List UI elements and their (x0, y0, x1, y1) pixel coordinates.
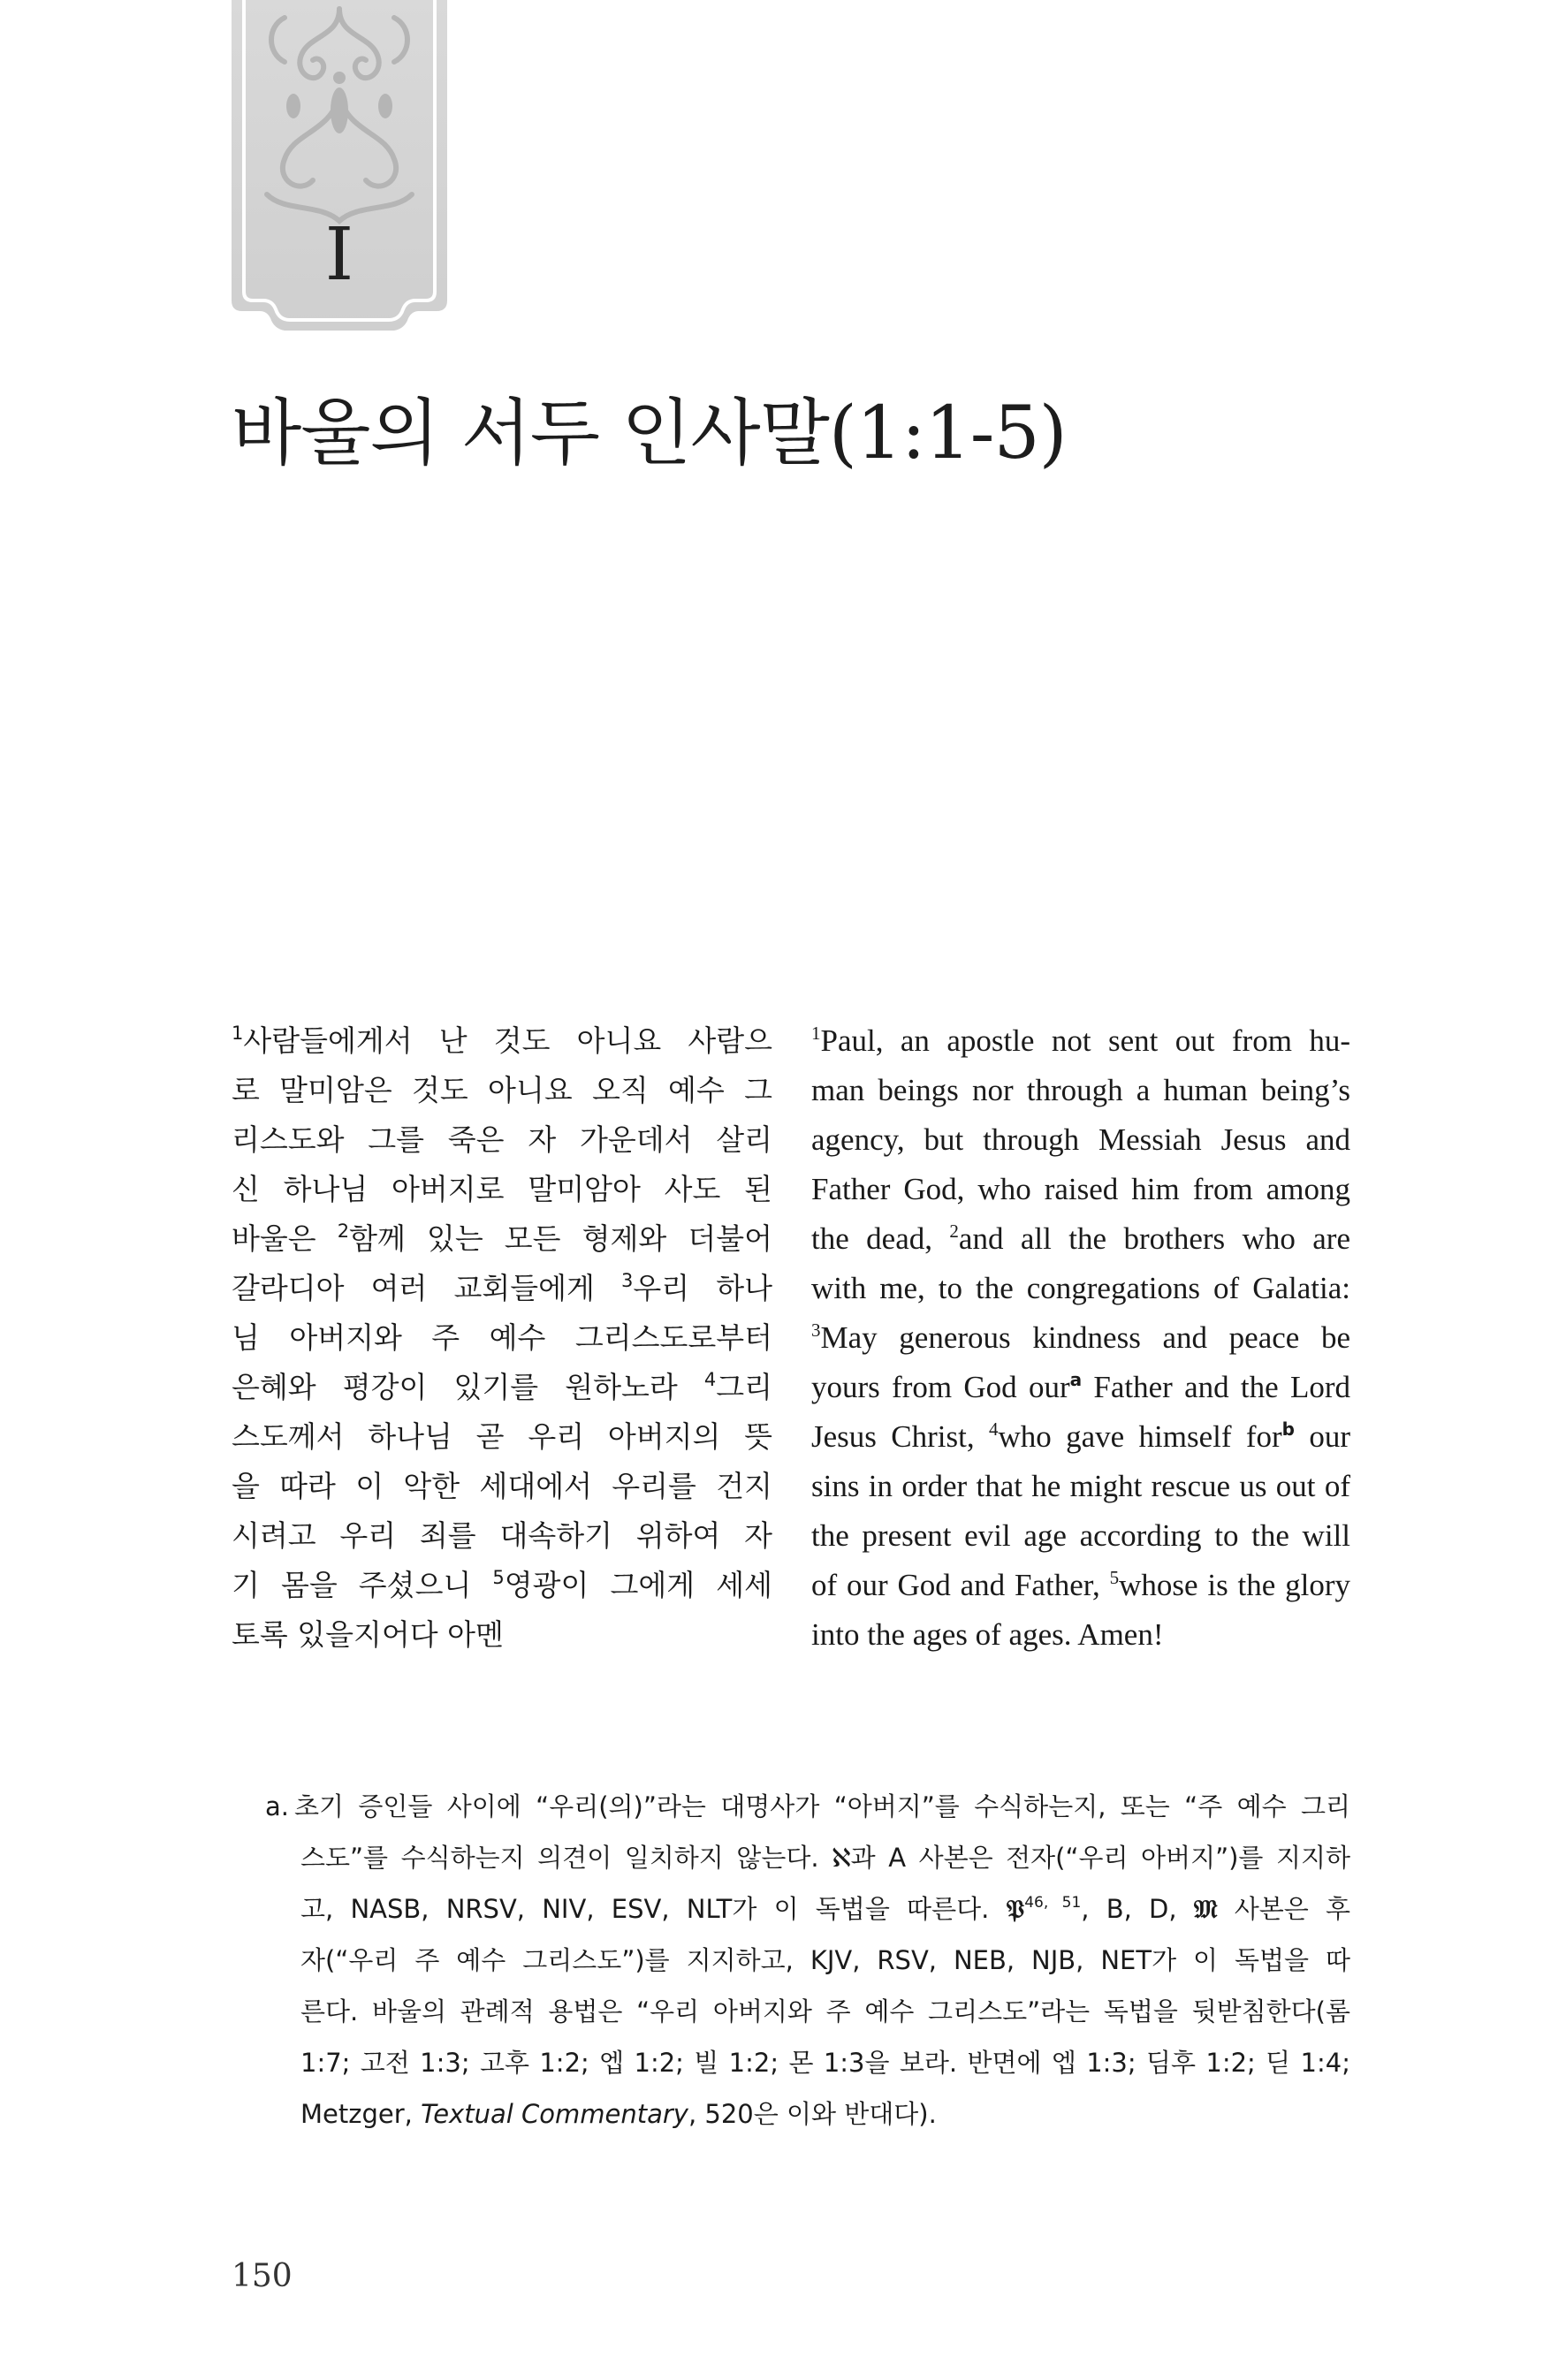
footnote-text: 자(“우리 주 예수 그리스도”)를 지지하고, KJV, RSV, NEB, NJB, NET가 이 독법을 따 (300, 1945, 1350, 1975)
korean-paragraph (232, 1016, 772, 1660)
english-line-text: Jesus Christ, (811, 1419, 989, 1454)
korean-line-text: 바울은 (232, 1221, 338, 1256)
verse-number: 1 (811, 1023, 821, 1044)
english-line (811, 1016, 1350, 1066)
korean-line-text: 신 하나님 아버지로 말미암아 사도 된 (232, 1172, 772, 1206)
footnote-text: 른다. 바울의 관례적 용법은 “우리 아버지와 주 예수 그리스도”라는 독법을 뒷받침한다(롬 (300, 1996, 1350, 2026)
english-line-text: the present evil age according to the will (811, 1518, 1350, 1553)
english-line-text: whose is the glory (1119, 1568, 1350, 1602)
korean-line (232, 1313, 772, 1363)
korean-line-text: 토록 있을지어다 아멘 (232, 1617, 504, 1652)
footnote-line (265, 1781, 1350, 1832)
verse-number: 5 (1109, 1567, 1120, 1588)
footnote-a (265, 1781, 1350, 2140)
english-line (811, 1264, 1350, 1313)
verse-number: 2 (949, 1220, 959, 1242)
footnote-text: 사본은 후 (1217, 1894, 1350, 1924)
korean-line (232, 1412, 772, 1462)
english-line-text: with me, to the congregations of Galatia: (811, 1271, 1350, 1305)
korean-line-text: 님 아버지와 주 예수 그리스도로부터 (232, 1320, 772, 1355)
korean-line-text: 스도께서 하나님 곧 우리 아버지의 뜻 (232, 1419, 772, 1454)
korean-line (232, 1561, 772, 1610)
footnote-line (265, 2037, 1350, 2088)
book-title: Textual Commentary (421, 2099, 688, 2129)
korean-line (232, 1511, 772, 1561)
verse-number: 2 (337, 1220, 350, 1242)
korean-line-text: 우리 하나 (633, 1271, 772, 1305)
korean-line-text: 그리 (716, 1370, 772, 1404)
english-line (811, 1214, 1350, 1264)
english-line (811, 1511, 1350, 1561)
korean-line-text: 기 몸을 주셨으니 (232, 1568, 493, 1602)
korean-line (232, 1214, 772, 1264)
korean-line (232, 1264, 772, 1313)
footnote-marker[interactable]: a (1069, 1369, 1083, 1390)
chapter-title: 바울의 서두 인사말(1:1-5) (232, 392, 1067, 475)
footnote-text: , 520은 이와 반대다). (688, 2099, 937, 2129)
english-line (811, 1561, 1350, 1610)
korean-line-text: 리스도와 그를 죽은 자 가운데서 살리 (232, 1122, 772, 1157)
korean-text-column (232, 1016, 772, 1660)
korean-line (232, 1363, 772, 1412)
footnote-label: a. (265, 1791, 289, 1821)
footnote-text: 초기 증인들 사이에 “우리(의)”라는 대명사가 “아버지”를 수식하는지, 또는 “주 예수 그리 (294, 1791, 1350, 1821)
english-line-text: man beings nor through a human being’s (811, 1073, 1350, 1107)
korean-line-text: 을 따라 이 악한 세대에서 우리를 건지 (232, 1469, 772, 1503)
korean-line-text: 갈라디아 여러 교회들에게 (232, 1271, 621, 1305)
korean-line-text: 시려고 우리 죄를 대속하기 위하여 자 (232, 1518, 772, 1553)
korean-line (232, 1115, 772, 1165)
english-line-text: Paul, an apostle not sent out from hu- (820, 1023, 1350, 1058)
english-paragraph (811, 1016, 1350, 1660)
korean-line-text: 로 말미암은 것도 아니요 오직 예수 그 (232, 1073, 772, 1107)
korean-line-text: 함께 있는 모든 형제와 더불어 (349, 1221, 773, 1256)
korean-line-text: 사람들에게서 난 것도 아니요 사람으 (243, 1023, 772, 1058)
verse-number: 3 (620, 1270, 634, 1291)
english-line (811, 1165, 1350, 1214)
footnote-marker[interactable]: b (1281, 1418, 1295, 1440)
english-line-text: and all the brothers who are (958, 1221, 1350, 1256)
footnote-line (265, 1935, 1350, 1986)
verse-number: 4 (703, 1369, 717, 1390)
footnote-line (265, 1986, 1350, 2037)
english-line (811, 1066, 1350, 1115)
verse-number: 4 (988, 1418, 999, 1440)
english-line-text: Father God, who raised him from among (811, 1172, 1350, 1206)
verse-number: 5 (492, 1567, 505, 1588)
footnote-line (265, 1832, 1350, 1883)
korean-line (232, 1165, 772, 1214)
english-line (811, 1610, 1350, 1660)
english-line-text: who gave himself for (998, 1419, 1282, 1454)
korean-line (232, 1610, 772, 1660)
papyrus-symbol: 𝔓 (1006, 1894, 1025, 1924)
verse-number: 3 (811, 1319, 821, 1341)
english-line-text: agency, but through Messiah Jesus and (811, 1122, 1350, 1157)
korean-line-text: 영광이 그에게 세세 (504, 1568, 772, 1602)
english-line (811, 1115, 1350, 1165)
footnote-text: 스도”를 수식하는지 의견이 일치하지 않는다. ℵ과 A 사본은 전자(“우리 아버지”)를 지지하 (300, 1843, 1350, 1873)
english-text-column (811, 1016, 1350, 1660)
english-line-text: sins in order that he might rescue us out of (811, 1469, 1350, 1503)
majority-text-symbol: 𝔐 (1193, 1894, 1218, 1924)
english-line-text: yours from God our (811, 1370, 1070, 1404)
english-line (811, 1363, 1350, 1412)
footnote-line (265, 2088, 1350, 2140)
english-line-text: Father and the Lord (1082, 1370, 1350, 1404)
english-line-text: the dead, (811, 1221, 950, 1256)
footnote-text: 1:7; 고전 1:3; 고후 1:2; 엡 1:2; 빌 1:2; 몬 1:3을 보라. 반면에 엡 1:3; 딤후 1:2; 딛 1:4; (300, 2048, 1350, 2078)
english-line-text: May generous kindness and peace be (820, 1320, 1350, 1355)
verse-number: 1 (232, 1023, 244, 1044)
footnote-text: , B, D, (1081, 1894, 1194, 1924)
english-line-text: into the ages of ages. Amen! (811, 1617, 1164, 1652)
papyrus-numbers: 46, 51 (1024, 1894, 1082, 1912)
korean-line (232, 1016, 772, 1066)
korean-line-text: 은혜와 평강이 있기를 원하노라 (232, 1370, 704, 1404)
korean-line (232, 1462, 772, 1511)
korean-line (232, 1066, 772, 1115)
page-number: 150 (232, 2258, 293, 2294)
footnote-text: Metzger, (300, 2099, 422, 2129)
footnote-line (265, 1883, 1350, 1935)
english-line-text: our (1294, 1419, 1350, 1454)
footnote-text: 고, NASB, NRSV, NIV, ESV, NLT가 이 독법을 따른다. (300, 1894, 1007, 1924)
chapter-numeral: I (324, 213, 354, 297)
english-line (811, 1412, 1350, 1462)
english-line-text: of our God and Father, (811, 1568, 1110, 1602)
english-line (811, 1462, 1350, 1511)
english-line (811, 1313, 1350, 1363)
